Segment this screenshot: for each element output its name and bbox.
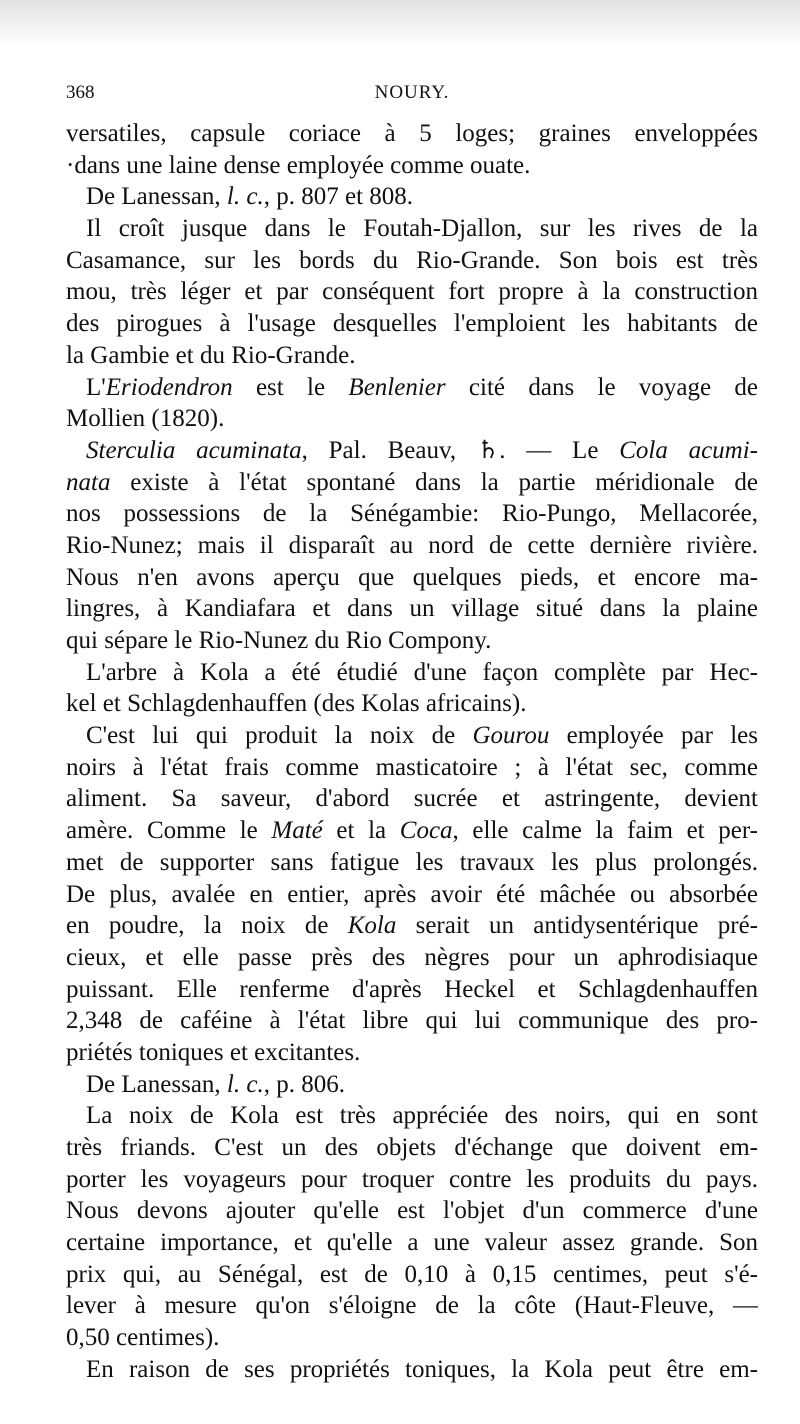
text-fragment: serait un antidysentérique pré- [396,912,758,940]
text-line: très friands. C'est un des objets d'échange que doivent em- [66,1134,758,1161]
text-line [66,467,758,499]
text-line: priétés toniques et excitantes. [66,1038,361,1066]
text-line [66,815,758,847]
reference-pages: , p. 806. [263,1070,345,1098]
running-title: NOURY. [374,82,450,103]
text-line: De plus, avalée en entier, après avoir été mâchée ou absorbée [66,880,758,908]
taxon-cola-continued: nata [66,468,111,496]
text-line [66,435,758,467]
text-line: aliment. Sa saveur, d'abord sucrée et astringente, devient [66,785,758,813]
term-mate: Maté [271,817,323,845]
text-fragment: , Pal. Beauv, ♄. — Le [301,436,620,464]
text-line: Nous n'en avons aperçu que quelques pieds, et encore ma- [66,563,758,591]
text-line: mou, très léger et par conséquent fort propre à la construction [66,278,758,306]
text-line: prix qui, au Sénégal, est de 0,10 à 0,15 centimes, peut s'é- [66,1260,758,1288]
text-fragment: , elle calme la faim et per- [452,817,758,845]
text-line: des pirogues à l'usage desquelles l'emploient les habitants de [66,310,758,338]
text-line: versatiles, capsule coriace à 5 loges; graines enveloppées [66,120,758,147]
text-line: 2,348 de caféine à l'état libre qui lui communique des pro- [66,1007,758,1035]
text-fragment: employée par les [549,722,758,750]
text-fragment: et la [322,817,400,845]
text-line: nos possessions de la Sénégambie: Rio-Pungo, Mellacorée, [66,500,758,528]
term-kola: Kola [347,912,397,940]
taxon-cola: Cola acumi- [619,436,758,464]
text-line: En raison de ses propriétés toniques, la Kola peut être em- [86,1355,758,1383]
text-line [66,720,758,752]
text-line: Casamance, sur les bords du Rio-Grande. Son bois est très [66,246,758,274]
reference-loc-cit: l. c. [226,183,264,211]
reference-line [66,1069,758,1101]
text-line: certaine importance, et qu'elle a une valeur assez grande. Son [66,1229,758,1257]
text-line: lever à mesure qu'on s'éloigne de la côte (Haut-Fleuve, — [66,1292,758,1320]
vernacular-benlenier: Benlenier [348,373,446,401]
term-coca: Coca [399,817,453,845]
taxon-sterculia: Sterculia acuminata [86,436,302,464]
text-line: met de supporter sans fatigue les travaux les plus prolongés. [66,848,758,876]
text-line [66,910,758,942]
term-gourou: Gourou [472,722,550,750]
text-line: 0,50 centimes). [66,1324,220,1352]
text-line: La noix de Kola est très appréciée des noirs, qui en sont [86,1102,758,1130]
text-line: kel et Schlagdenhauffen (des Kolas africains). [66,690,527,718]
text-line: qui sépare le Rio-Nunez du Rio Compony. [66,627,492,654]
page-header [66,82,758,108]
text-line: la Gambie et du Rio-Grande. [66,341,356,369]
text-line: Mollien (1820). [66,405,225,433]
text-fragment: L' [86,373,106,401]
text-fragment: est le [232,373,349,401]
reference-loc-cit: l. c. [226,1070,264,1098]
reference-author: De Lanessan, [86,1070,227,1098]
text-line: cieux, et elle passe près des nègres pour un aphrodisiaque [66,943,758,971]
text-line: porter les voyageurs pour troquer contre les produits du pays. [66,1165,758,1193]
taxon-eriodendron: Eriodendron [105,373,233,401]
text-line: Nous devons ajouter qu'elle est l'objet d'un commerce d'une [66,1197,758,1225]
scan-top-edge [0,0,800,46]
text-fragment: C'est lui qui produit la noix de [86,722,473,750]
text-line: Rio-Nunez; mais il disparaît au nord de cette dernière rivière. [66,531,758,559]
text-fragment: cité dans le voyage de [445,373,758,401]
reference-pages: , p. 807 et 808. [263,183,414,211]
text-line: L'arbre à Kola a été étudié d'une façon complète par Hec- [86,658,758,686]
text-fragment: existe à l'état spontané dans la partie méridionale de [110,468,758,496]
reference-author: De Lanessan, [86,183,227,211]
text-fragment: en poudre, la noix de [66,912,348,940]
reference-line [66,181,758,213]
body-text [66,118,758,1386]
text-line [66,372,758,404]
page-number: 368 [66,82,95,103]
text-line: lingres, à Kandiafara et dans un village situé dans la plaine [66,595,758,623]
text-line: ·dans une laine dense employée comme ouate. [66,151,531,179]
text-fragment: amère. Comme le [66,817,272,845]
text-line: Il croît jusque dans le Foutah-Djallon, sur les rives de la [86,215,758,243]
text-line: noirs à l'état frais comme masticatoire ; à l'état sec, comme [66,753,758,781]
text-line: puissant. Elle renferme d'après Heckel et Schlagdenhauffen [66,975,758,1003]
